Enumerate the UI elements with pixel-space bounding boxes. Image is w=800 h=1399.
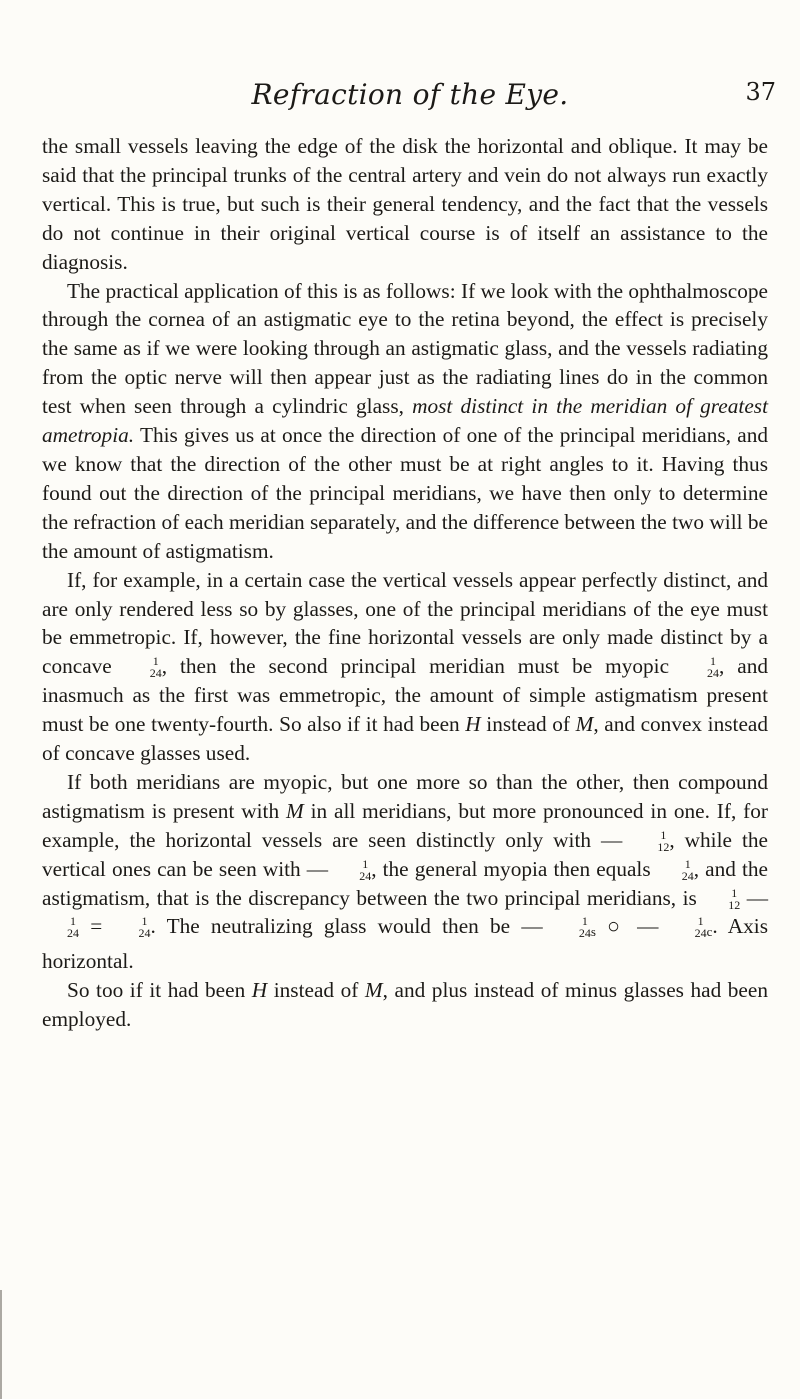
hypermetropia-symbol: H [465,712,481,737]
page-edge-mark [0,1290,8,1399]
text-run: , while the vertical ones can be seen with — [42,827,768,881]
cylindric-subscript: c [706,924,713,940]
hypermetropia-symbol: H [251,978,268,1003]
text-run: in all meridians, but more pronounced in one. If, for example, the horizontal vessels are seen distinctly only with — [42,798,768,852]
fraction-1-24: 1 24 [138,914,151,941]
fraction-1-24: 1 24 [681,856,694,883]
running-title: Refraction of the Eye. [251,78,569,111]
paragraph-4 [42,768,768,976]
paragraph-5 [42,976,768,1034]
text-run: , and inasmuch as the first was emmetropic, the amount of simple astigmatism present must be one twenty-fourth. So also if it had been [42,654,768,737]
text-run: instead of [267,978,365,1003]
myopia-symbol: M [575,712,594,737]
fraction-1-24: 1 24 [359,856,372,883]
body-text [42,132,768,1034]
minus-sign: — [740,885,769,910]
text-run: If, for example, in a certain case the vertical vessels appear perfectly distinct, and are only rendered less so by glasses, one of the principal meridians of the eye must be emmetropic. If, however, the fine horizontal vessels are only made distinct by a concave [42,567,768,679]
paragraph-2 [42,277,768,566]
text-run: This gives us at once the direction of one of the principal meridians, and we know that the direction of the other must be at right angles to it. Having thus found out the direction of the principal meridians, we have then only to determine the refraction of each meridian separately, and the difference between the two will be the amount of astigmatism. [42,423,768,563]
page-number: 37 [745,78,776,106]
text-run: , and convex instead of concave glasses used. [42,712,769,766]
myopia-symbol: M [364,978,383,1003]
text-run: , the general myopia then equals [371,856,657,881]
fraction-1-24: 1 24 [149,654,162,681]
text-run: . The neutralizing glass would then be — [150,914,554,939]
paragraph-3 [42,566,768,768]
text-run: The practical application of this is as follows: If we look with the ophthalmoscope through the cornea of an astigmatic eye to the retina beyond, the effect is precisely the same as if we were looking through an astigmatic glass, and the vessels radiating from the optic nerve will then appear just as the radiating lines do in the common test when seen through a cylindric glass, [42,278,768,419]
equals-sign: = [79,914,114,939]
text-run: If both meridians are myopic, but one more so than the other, then compound astigmatism is present with [42,769,768,823]
fraction-1-12: 1 12 [728,885,741,912]
page-header [40,78,780,118]
text-run: . Axis horizontal. [42,914,768,974]
paragraph-1: the small vessels leaving the edge of the disk the horizontal and oblique. It may be said that the principal trunks of the central artery and vein do not always run exactly vertical. This is true, but such is their general tendency, and the fact that the vessels do not continue in their original vertical course is of itself an assistance to the diagnosis. [42,134,768,274]
text-run: , then the second principal meridian must be myopic [161,654,682,679]
combined-symbol: ○ — [595,914,670,939]
myopia-symbol: M [285,798,304,823]
spherical-subscript: s [590,924,596,940]
fraction-1-24: 1 24 [67,914,79,941]
fraction-1-24: 1 24 [694,914,707,941]
text-run: instead of [480,712,576,737]
fraction-1-24: 1 24 [706,654,719,681]
emphasis-text: most distinct in the meridian of greatest ametropia. [42,394,768,448]
text-run: , and the astigmatism, that is the discrepancy between the two principal meridians, is [42,856,769,910]
text-run: So too if it had been [67,978,252,1003]
text-run: , and plus instead of minus glasses had been employed. [42,978,768,1032]
fraction-1-24: 1 24 [578,914,591,941]
fraction-1-12: 1 12 [657,827,670,854]
